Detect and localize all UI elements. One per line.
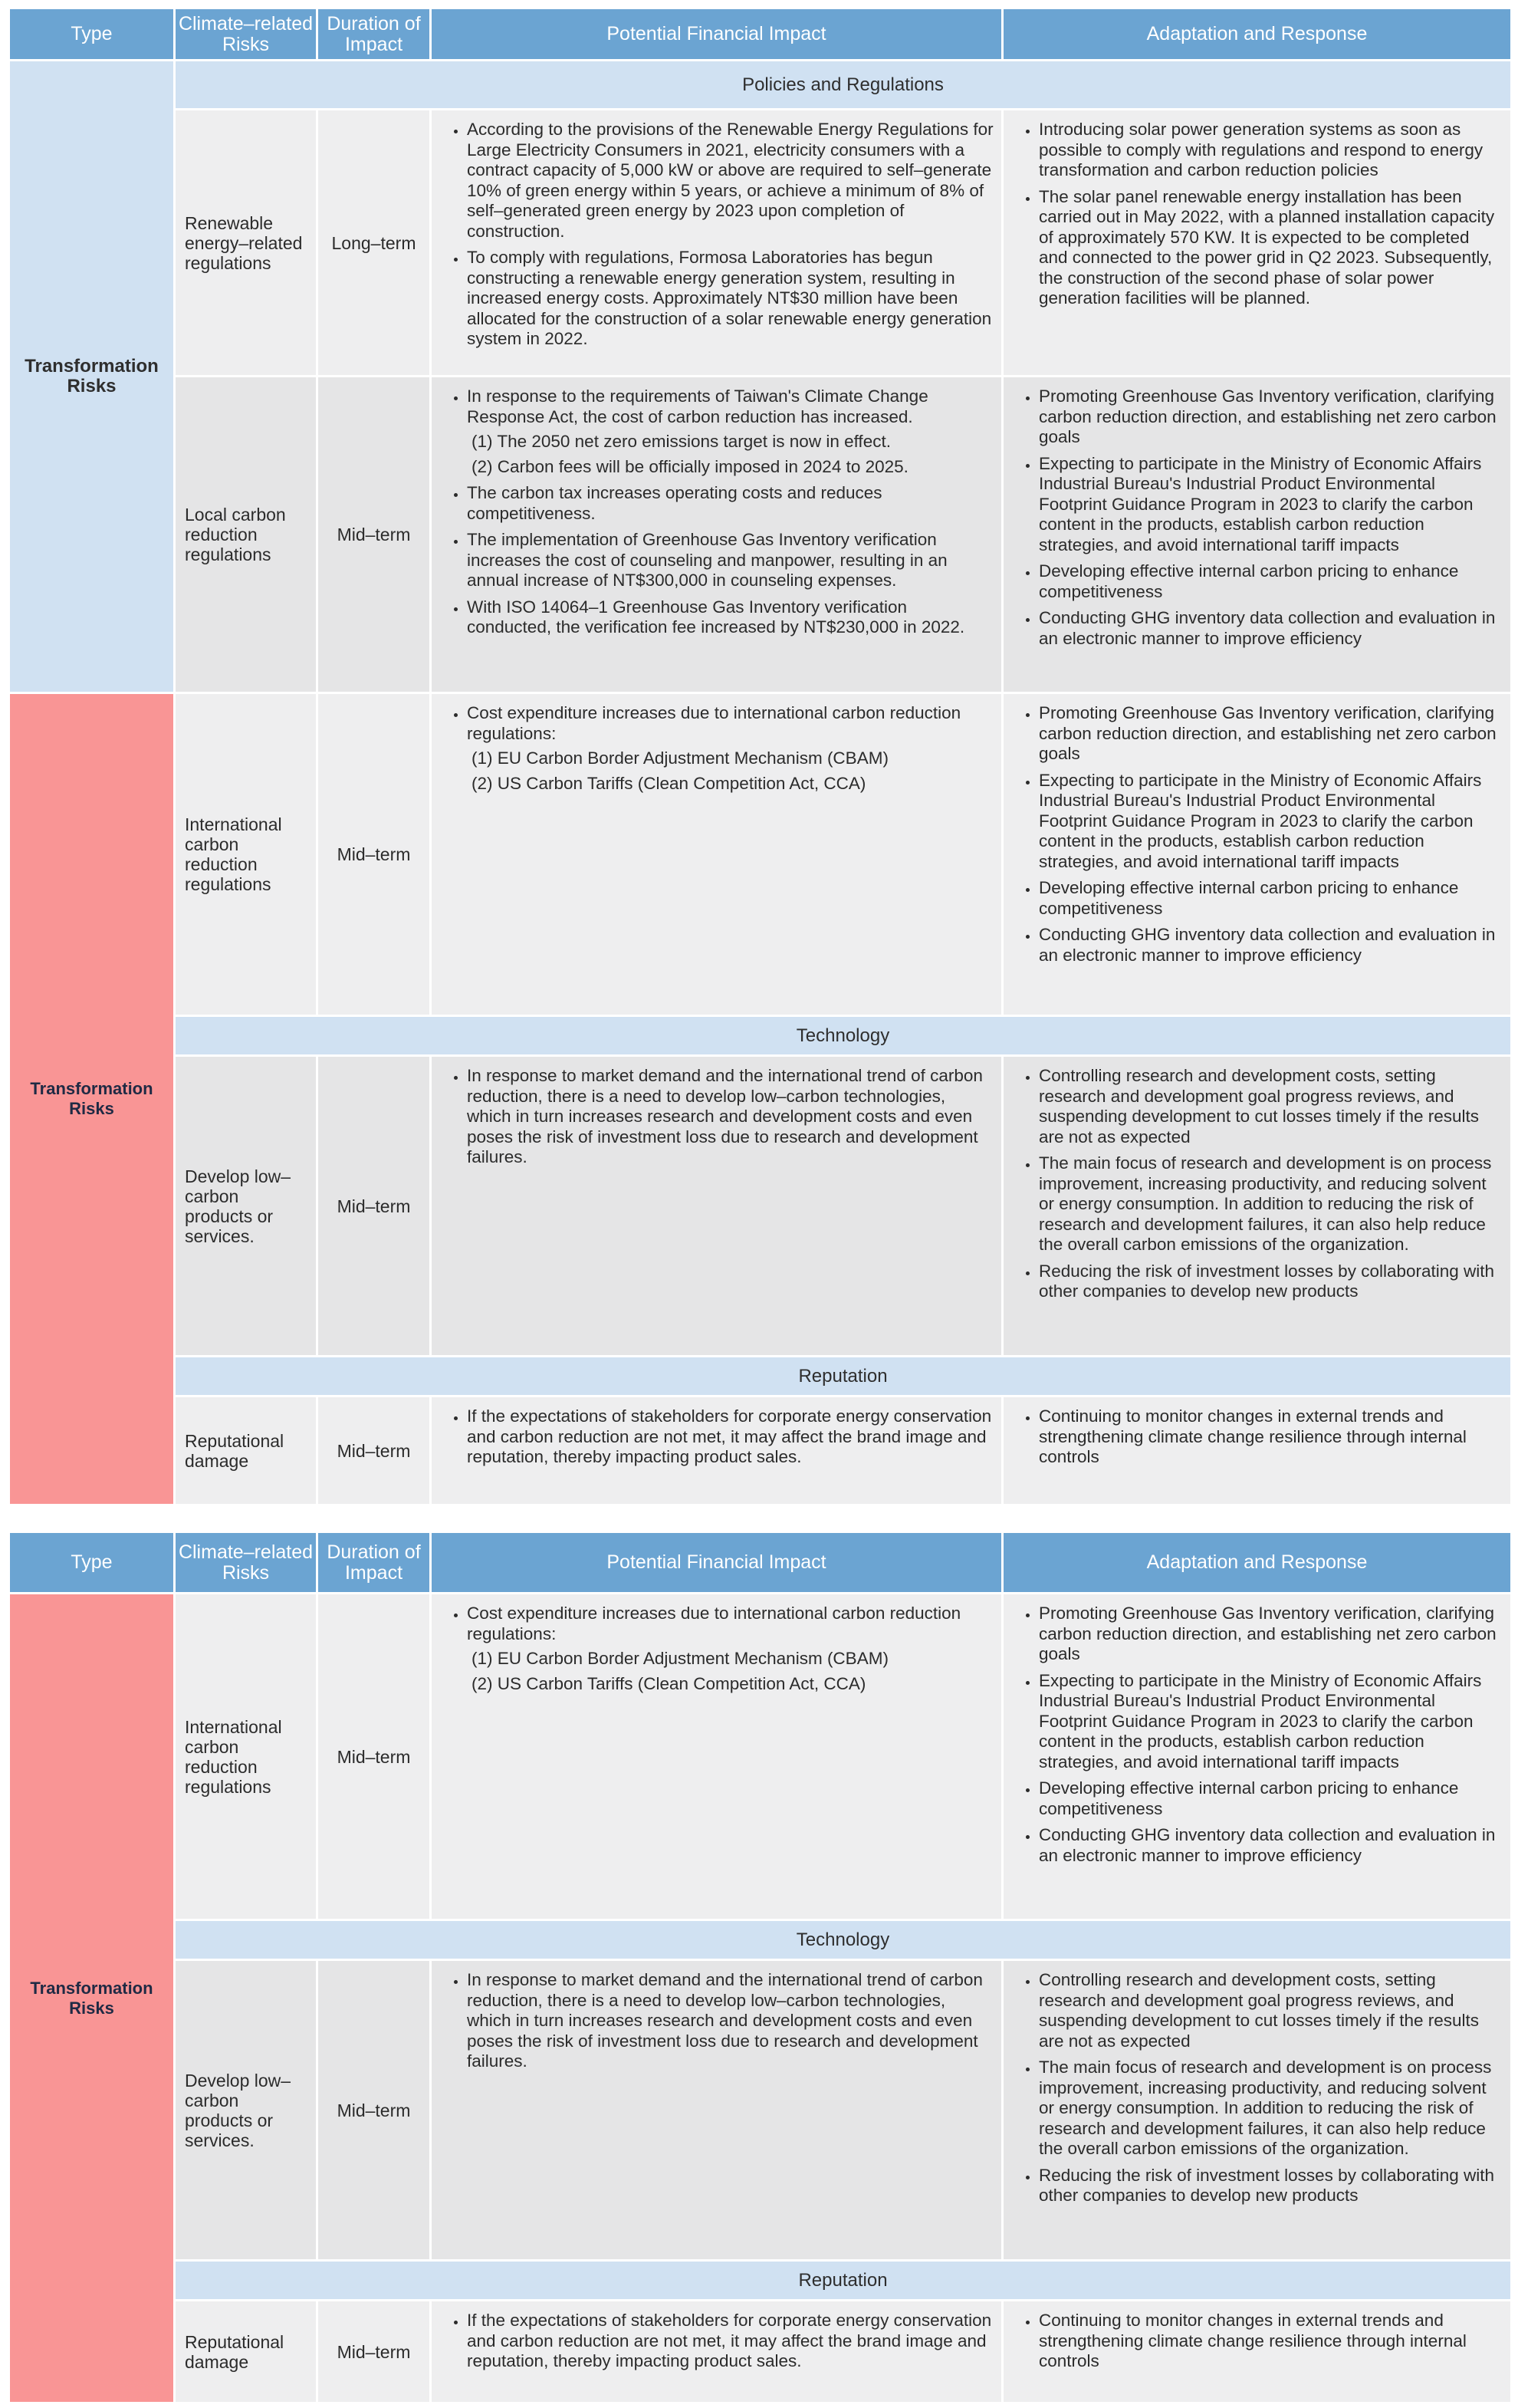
response-item: • Controlling research and development costs, setting research and development goal progress reviews, and suspending development to cut losses timely if the results are not as expected bbox=[1039, 1066, 1503, 1147]
impact-item-text: Cost expenditure increases due to international carbon reduction regulations: bbox=[467, 1604, 961, 1643]
table-row bbox=[9, 2301, 1512, 2403]
section-reputation: Reputation bbox=[175, 1357, 1512, 1396]
duration: Mid–term bbox=[317, 1396, 431, 1505]
response-item: • Expecting to participate in the Ministry of Economic Affairs Industrial Bureau's Industrial Product Environmental Footprint Guidance Program in 2023 to clarify the carbon content in the products, establish carbon reduction strategies, and avoid international tariff impacts bbox=[1039, 1671, 1503, 1773]
sub-list bbox=[467, 748, 994, 794]
table-row bbox=[9, 1960, 1512, 2261]
response-item: • The solar panel renewable energy installation has been carried out in May 2022, with a planned installation capacity of approximately 570 KW. It is expected to be completed and connected to the power grid in Q2 2023. Subsequently, the construction of the second phase of solar power generation facilities will be planned. bbox=[1039, 187, 1503, 309]
response-item: • Controlling research and development costs, setting research and development goal progress reviews, and suspending development to cut losses timely if the results are not as expected bbox=[1039, 1970, 1503, 2051]
duration: Mid–term bbox=[317, 2301, 431, 2403]
section-row bbox=[9, 61, 1512, 110]
adaptation-response bbox=[1003, 693, 1512, 1016]
header-row bbox=[9, 1532, 1512, 1594]
adaptation-response bbox=[1003, 1396, 1512, 1505]
response-item: • Continuing to monitor changes in external trends and strengthening climate change resilience through internal controls bbox=[1039, 2311, 1503, 2372]
header-climate-risks: Climate–related Risks bbox=[175, 1532, 317, 1594]
duration: Mid–term bbox=[317, 377, 431, 693]
financial-impact bbox=[431, 2301, 1003, 2403]
section-row bbox=[9, 2261, 1512, 2301]
header-row bbox=[9, 8, 1512, 61]
header-adaptation-response: Adaptation and Response bbox=[1003, 8, 1512, 61]
response-item: • The main focus of research and development is on process improvement, increasing productivity, and reducing solvent or energy consumption. In addition to reducing the risk of research and development failures, it can also help reduce the overall carbon emissions of the organization. bbox=[1039, 1153, 1503, 1255]
sub-item: (2) US Carbon Tariffs (Clean Competition Act, CCA) bbox=[472, 1673, 866, 1693]
risk-name: International carbon reduction regulations bbox=[175, 693, 317, 1016]
response-item: • Reducing the risk of investment losses by collaborating with other companies to develop new products bbox=[1039, 1262, 1503, 1302]
duration: Mid–term bbox=[317, 1594, 431, 1920]
table-row bbox=[9, 377, 1512, 693]
adaptation-response bbox=[1003, 377, 1512, 693]
response-item: • Promoting Greenhouse Gas Inventory verification, clarifying carbon reduction direction, and establishing net zero carbon goals bbox=[1039, 387, 1503, 448]
sub-item: (1) EU Carbon Border Adjustment Mechanism (CBAM) bbox=[472, 748, 889, 768]
financial-impact bbox=[431, 110, 1003, 377]
table-row bbox=[9, 693, 1512, 1016]
response-item: • Conducting GHG inventory data collection and evaluation in an electronic manner to improve efficiency bbox=[1039, 608, 1503, 649]
sub-item: (2) US Carbon Tariffs (Clean Competition Act, CCA) bbox=[472, 773, 866, 793]
risk-table bbox=[8, 7, 1513, 1506]
response-item: • Developing effective internal carbon pricing to enhance competitiveness bbox=[1039, 1778, 1503, 1819]
header-financial-impact: Potential Financial Impact bbox=[431, 1532, 1003, 1594]
response-item: • Developing effective internal carbon pricing to enhance competitiveness bbox=[1039, 561, 1503, 602]
impact-item: • With ISO 14064–1 Greenhouse Gas Inventory verification conducted, the verification fee increased by NT$230,000 in 2022. bbox=[467, 597, 994, 638]
impact-item: • If the expectations of stakeholders for corporate energy conservation and carbon reduction are not met, it may affect the brand image and reputation, thereby impacting product sales. bbox=[467, 2311, 994, 2372]
sub-list bbox=[467, 1649, 994, 1694]
header-financial-impact: Potential Financial Impact bbox=[431, 8, 1003, 61]
risk-table-page-1 bbox=[8, 7, 1510, 1504]
duration: Mid–term bbox=[317, 693, 431, 1016]
sub-item: (1) The 2050 net zero emissions target is now in effect. bbox=[472, 432, 891, 451]
risk-name: Local carbon reduction regulations bbox=[175, 377, 317, 693]
response-item: • Conducting GHG inventory data collection and evaluation in an electronic manner to improve efficiency bbox=[1039, 1825, 1503, 1866]
impact-item: • To comply with regulations, Formosa Laboratories has begun constructing a renewable energy generation system, resulting in increased energy costs. Approximately NT$30 million have been allocated for the construction of a solar renewable energy generation system in 2022. bbox=[467, 248, 994, 350]
section-technology: Technology bbox=[175, 1016, 1512, 1056]
impact-item: • The carbon tax increases operating costs and reduces competitiveness. bbox=[467, 483, 994, 524]
type-cell: Transformation Risks bbox=[9, 1594, 175, 2403]
financial-impact bbox=[431, 1396, 1003, 1505]
sub-item: (1) EU Carbon Border Adjustment Mechanism (CBAM) bbox=[472, 1649, 889, 1668]
risk-name: Develop low–carbon products or services. bbox=[175, 1960, 317, 2261]
sub-list bbox=[467, 432, 994, 477]
section-policies: Policies and Regulations bbox=[175, 61, 1512, 110]
impact-item: • If the expectations of stakeholders for corporate energy conservation and carbon reduction are not met, it may affect the brand image and reputation, thereby impacting product sales. bbox=[467, 1406, 994, 1468]
impact-item: • The implementation of Greenhouse Gas Inventory verification increases the cost of counseling and manpower, resulting in an annual increase of NT$300,000 in counseling expenses. bbox=[467, 530, 994, 591]
header-type: Type bbox=[9, 1532, 175, 1594]
section-row bbox=[9, 1920, 1512, 1960]
risk-name: Reputational damage bbox=[175, 2301, 317, 2403]
sub-item: (2) Carbon fees will be officially imposed in 2024 to 2025. bbox=[472, 456, 909, 476]
header-duration: Duration of Impact bbox=[317, 8, 431, 61]
section-technology: Technology bbox=[175, 1920, 1512, 1960]
risk-name: Develop low–carbon products or services. bbox=[175, 1056, 317, 1357]
adaptation-response bbox=[1003, 110, 1512, 377]
impact-item bbox=[467, 387, 994, 477]
financial-impact bbox=[431, 1056, 1003, 1357]
financial-impact bbox=[431, 693, 1003, 1016]
response-item: • Expecting to participate in the Ministry of Economic Affairs Industrial Bureau's Industrial Product Environmental Footprint Guidance Program in 2023 to clarify the carbon content in the products, establish carbon reduction strategies, and avoid international tariff impacts bbox=[1039, 454, 1503, 556]
duration: Long–term bbox=[317, 110, 431, 377]
response-item: • The main focus of research and development is on process improvement, increasing productivity, and reducing solvent or energy consumption. In addition to reducing the risk of research and development failures, it can also help reduce the overall carbon emissions of the organization. bbox=[1039, 2058, 1503, 2160]
section-reputation: Reputation bbox=[175, 2261, 1512, 2301]
impact-item: • In response to market demand and the international trend of carbon reduction, there is a need to develop low–carbon technologies, which in turn increases research and development costs and even poses the risk of investment loss due to research and development failures. bbox=[467, 1970, 994, 2072]
header-type: Type bbox=[9, 8, 175, 61]
header-duration: Duration of Impact bbox=[317, 1532, 431, 1594]
risk-table-page-2 bbox=[8, 1531, 1510, 2402]
response-item: • Introducing solar power generation systems as soon as possible to comply with regulations and respond to energy transformation and carbon reduction policies bbox=[1039, 120, 1503, 181]
impact-item: • In response to market demand and the international trend of carbon reduction, there is a need to develop low–carbon technologies, which in turn increases research and development costs and even poses the risk of investment loss due to research and development failures. bbox=[467, 1066, 994, 1168]
risk-name: Reputational damage bbox=[175, 1396, 317, 1505]
impact-item: • According to the provisions of the Renewable Energy Regulations for Large Electricity Consumers in 2021, electricity consumers with a contract capacity of 5,000 kW or above are required to self–generate 10% of green energy within 5 years, or achieve a minimum of 8% of self–generated green energy by 2023 upon completion of construction. bbox=[467, 120, 994, 242]
table-row bbox=[9, 1056, 1512, 1357]
response-item: • Promoting Greenhouse Gas Inventory verification, clarifying carbon reduction direction, and establishing net zero carbon goals bbox=[1039, 703, 1503, 765]
risk-table bbox=[8, 1531, 1513, 2404]
adaptation-response bbox=[1003, 2301, 1512, 2403]
section-row bbox=[9, 1357, 1512, 1396]
response-item: • Developing effective internal carbon pricing to enhance competitiveness bbox=[1039, 878, 1503, 919]
impact-item bbox=[467, 1604, 994, 1694]
type-cell: Transformation Risks bbox=[9, 61, 175, 693]
section-row bbox=[9, 1016, 1512, 1056]
header-adaptation-response: Adaptation and Response bbox=[1003, 1532, 1512, 1594]
adaptation-response bbox=[1003, 1056, 1512, 1357]
adaptation-response bbox=[1003, 1960, 1512, 2261]
risk-name: International carbon reduction regulations bbox=[175, 1594, 317, 1920]
table-row bbox=[9, 110, 1512, 377]
header-climate-risks: Climate–related Risks bbox=[175, 8, 317, 61]
financial-impact bbox=[431, 1960, 1003, 2261]
financial-impact bbox=[431, 1594, 1003, 1920]
response-item: • Continuing to monitor changes in external trends and strengthening climate change resilience through internal controls bbox=[1039, 1406, 1503, 1468]
table-row bbox=[9, 1396, 1512, 1505]
response-item: • Promoting Greenhouse Gas Inventory verification, clarifying carbon reduction direction, and establishing net zero carbon goals bbox=[1039, 1604, 1503, 1665]
impact-item-text: Cost expenditure increases due to international carbon reduction regulations: bbox=[467, 703, 961, 743]
response-item: • Reducing the risk of investment losses by collaborating with other companies to develop new products bbox=[1039, 2166, 1503, 2206]
duration: Mid–term bbox=[317, 1056, 431, 1357]
table-row bbox=[9, 1594, 1512, 1920]
response-item: • Expecting to participate in the Ministry of Economic Affairs Industrial Bureau's Industrial Product Environmental Footprint Guidance Program in 2023 to clarify the carbon content in the products, establish carbon reduction strategies, and avoid international tariff impacts bbox=[1039, 771, 1503, 873]
adaptation-response bbox=[1003, 1594, 1512, 1920]
duration: Mid–term bbox=[317, 1960, 431, 2261]
risk-name: Renewable energy–related regulations bbox=[175, 110, 317, 377]
type-cell: Transformation Risks bbox=[9, 693, 175, 1505]
impact-item-text: In response to the requirements of Taiwan's Climate Change Response Act, the cost of carbon reduction has increased. bbox=[467, 387, 928, 426]
response-item: • Conducting GHG inventory data collection and evaluation in an electronic manner to improve efficiency bbox=[1039, 925, 1503, 966]
impact-item bbox=[467, 703, 994, 794]
financial-impact bbox=[431, 377, 1003, 693]
